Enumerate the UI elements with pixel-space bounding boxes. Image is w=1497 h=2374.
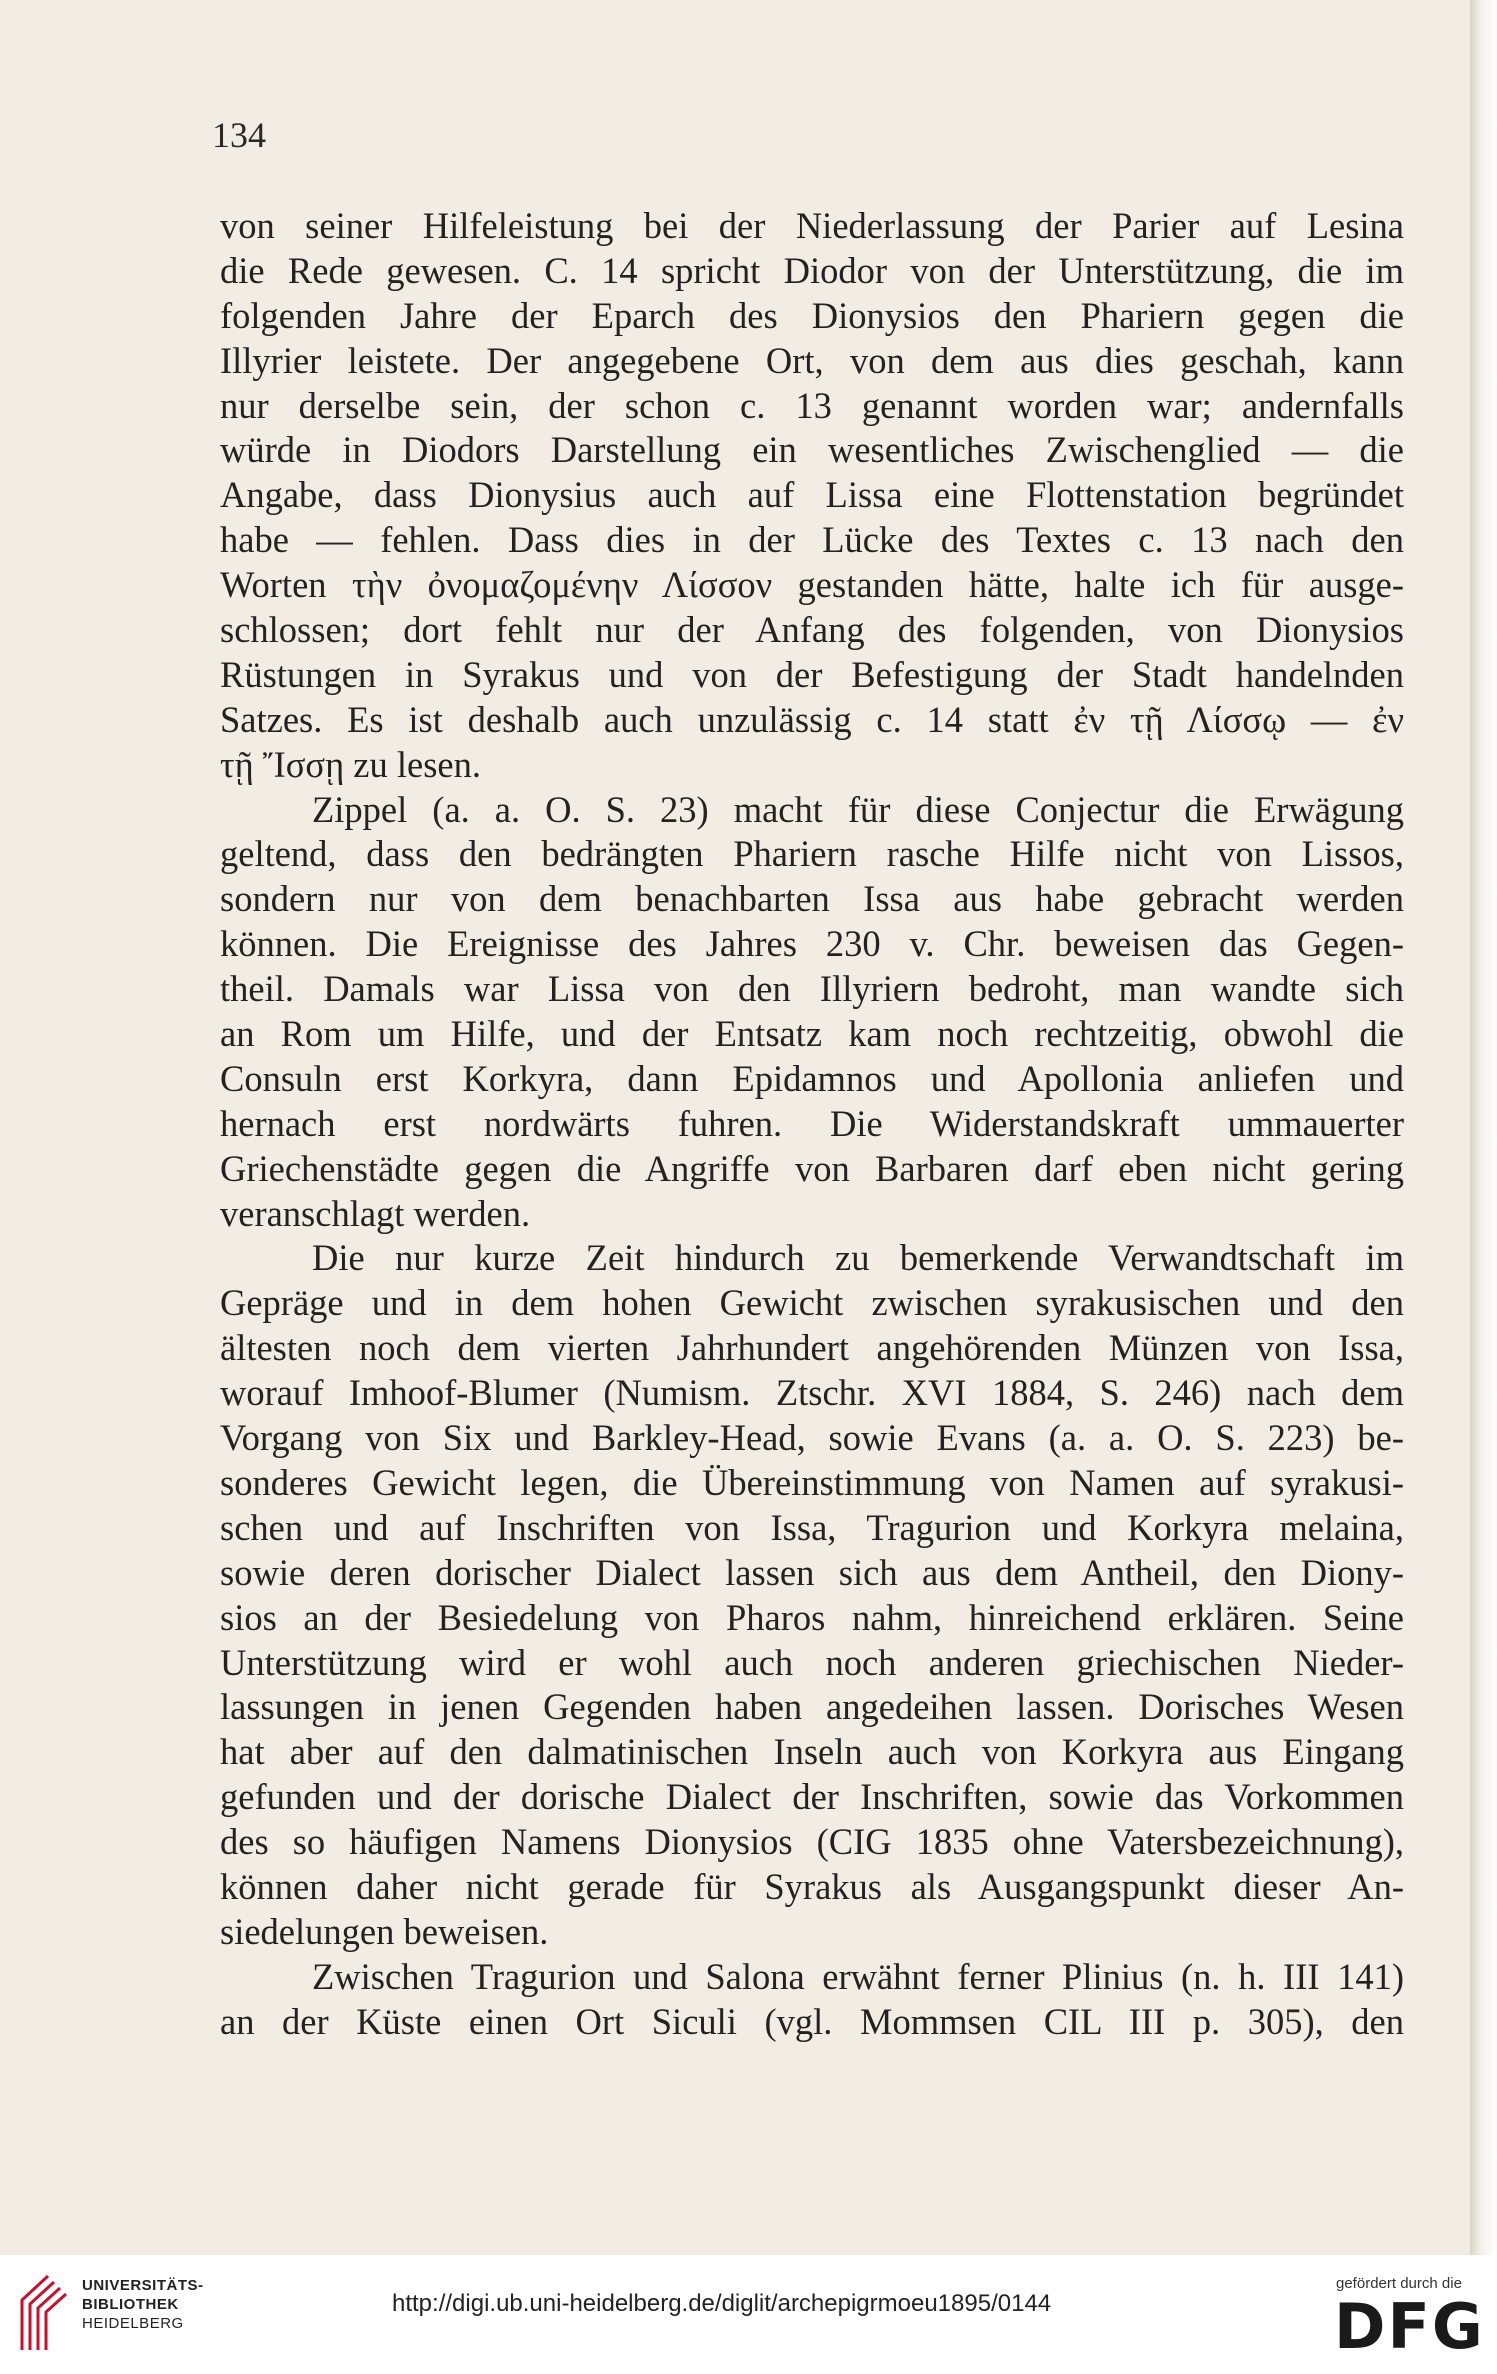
text-line: sonderes Gewicht legen, die Übereinstimmung von Namen auf syrakusi- (220, 1461, 1404, 1503)
text-line: des so häufigen Namens Dionysios (CIG 1835 ohne Vatersbezeichnung), (220, 1821, 1404, 1863)
text-line: Unterstützung wird er wohl auch noch anderen griechischen Nieder- (220, 1641, 1404, 1683)
text-line: nur derselbe sein, der schon c. 13 genannt worden war; andernfalls (220, 384, 1404, 426)
text-line: veranschlagt werden. (220, 1192, 531, 1234)
text-line: geltend, dass den bedrängten Phariern rasche Hilfe nicht von Lissos, (220, 833, 1404, 875)
text-line: Angabe, dass Dionysius auch auf Lissa eine Flottenstation begründet (220, 474, 1404, 516)
text-line: τῇ Ἴσσῃ zu lesen. (220, 743, 482, 785)
body-text (220, 204, 1404, 2045)
library-name (82, 2276, 204, 2333)
text-line: hat aber auf den dalmatinischen Inseln auch von Korkyra aus Eingang (220, 1731, 1404, 1773)
library-name-line: UNIVERSITÄTS- (82, 2277, 204, 2294)
text-line: Gepräge und in dem hohen Gewicht zwischen syrakusischen und den (220, 1282, 1404, 1324)
text-line: sowie deren dorischer Dialect lassen sich aus dem Antheil, den Diony- (220, 1551, 1404, 1593)
text-line: Worten τὴν ὀνομαζομένην Λίσσον gestanden hätte, halte ich für ausge- (220, 564, 1404, 606)
text-line: Consuln erst Korkyra, dann Epidamnos und Apollonia anliefen und (220, 1057, 1404, 1099)
text-line: Rüstungen in Syrakus und von der Befestigung der Stadt handelnden (220, 653, 1404, 695)
text-line: schlossen; dort fehlt nur der Anfang des folgenden, von Dionysios (220, 609, 1404, 651)
paragraph-first-line: Zwischen Tragurion und Salona erwähnt ferner Plinius (n. h. III 141) (312, 1955, 1404, 1997)
page-number: 134 (212, 115, 266, 155)
text-line: Griechenstädte gegen die Angriffe von Barbaren darf eben nicht gering (220, 1147, 1404, 1189)
paragraph-first-line: Zippel (a. a. O. S. 23) macht für diese Conjectur die Erwägung (312, 788, 1404, 830)
library-name-line: HEIDELBERG (82, 2315, 184, 2332)
text-line: habe — fehlen. Dass dies in der Lücke des Textes c. 13 nach den (220, 519, 1404, 561)
text-line: gefunden und der dorische Dialect der Inschriften, sowie das Vorkommen (220, 1776, 1404, 1818)
text-line: theil. Damals war Lissa von den Illyriern bedroht, man wandte sich (220, 968, 1404, 1010)
text-line: hernach erst nordwärts fuhren. Die Widerstandskraft ummauerter (220, 1102, 1404, 1144)
text-line: können daher nicht gerade für Syrakus als Ausgangspunkt dieser An- (220, 1865, 1404, 1907)
text-line: an Rom um Hilfe, und der Entsatz kam noch rechtzeitig, obwohl die (220, 1013, 1404, 1055)
text-line: ältesten noch dem vierten Jahrhundert angehörenden Münzen von Issa, (220, 1327, 1404, 1369)
text-line: folgenden Jahre der Eparch des Dionysios den Phariern gegen die (220, 294, 1404, 336)
text-line: können. Die Ereignisse des Jahres 230 v. Chr. beweisen das Gegen- (220, 923, 1404, 965)
text-line: Illyrier leistete. Der angegebene Ort, von dem aus dies geschah, kann (220, 339, 1404, 381)
text-line: von seiner Hilfeleistung bei der Niederlassung der Parier auf Lesina (220, 205, 1404, 246)
library-name-line: BIBLIOTHEK (82, 2296, 179, 2313)
text-line: an der Küste einen Ort Siculi (vgl. Mommsen CIL III p. 305), den (220, 2000, 1404, 2042)
text-line: die Rede gewesen. C. 14 spricht Diodor von der Unterstützung, die im (220, 249, 1404, 291)
university-library-logo-icon (16, 2270, 68, 2352)
text-line: Vorgang von Six und Barkley-Head, sowie Evans (a. a. O. S. 223) be- (220, 1417, 1404, 1459)
text-line: Satzes. Es ist deshalb auch unzulässig c. 14 statt ἐν τῇ Λίσσῳ — ἐν (220, 698, 1404, 740)
permalink-url[interactable]: http://digi.ub.uni-heidelberg.de/diglit/archepigrmoeu1895/0144 (392, 2290, 1052, 2317)
dfg-logo: DFG (1334, 2290, 1485, 2363)
text-line: siedelungen beweisen. (220, 1910, 549, 1952)
text-line: lassungen in jenen Gegenden haben angedeihen lassen. Dorisches Wesen (220, 1686, 1404, 1728)
text-line: sios an der Besiedelung von Pharos nahm, hinreichend erklären. Seine (220, 1596, 1404, 1638)
text-line: schen und auf Inschriften von Issa, Tragurion und Korkyra melaina, (220, 1506, 1404, 1548)
text-line: sondern nur von dem benachbarten Issa aus habe gebracht werden (220, 878, 1404, 920)
page-edge (1470, 0, 1497, 2255)
paragraph-first-line: Die nur kurze Zeit hindurch zu bemerkende Verwandtschaft im (312, 1237, 1404, 1279)
funding-caption: gefördert durch die (1336, 2275, 1462, 2292)
text-line: worauf Imhoof-Blumer (Numism. Ztschr. XVI 1884, S. 246) nach dem (220, 1372, 1404, 1414)
text-line: würde in Diodors Darstellung ein wesentliches Zwischenglied — die (220, 429, 1404, 471)
